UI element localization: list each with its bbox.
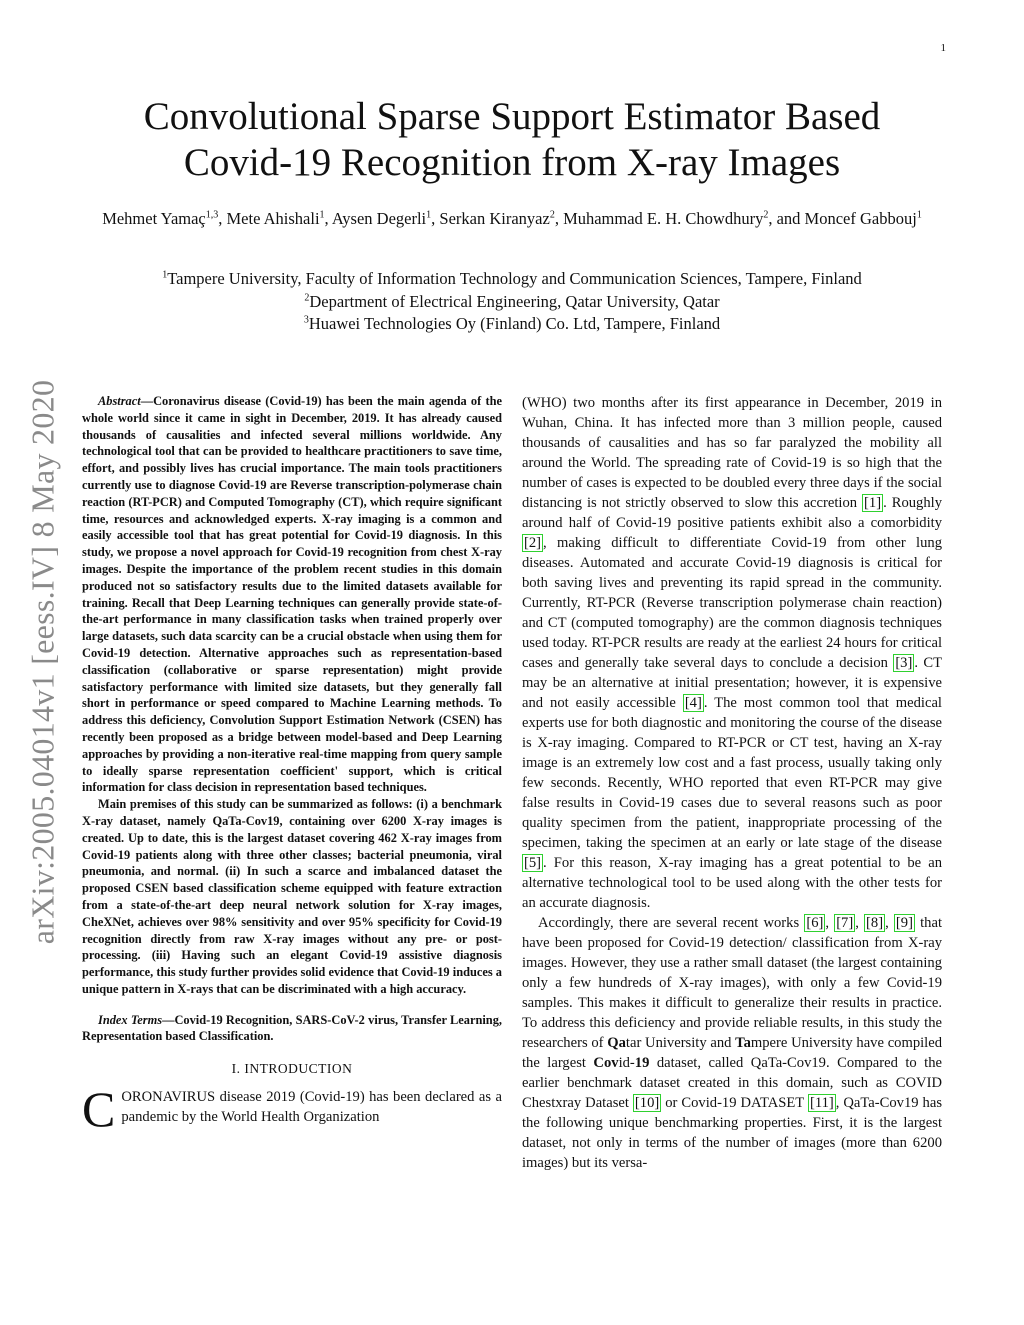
- body-text: Accordingly, there are several recent works: [538, 915, 805, 931]
- body-text: or Covid-19 DATASET: [661, 1095, 808, 1111]
- author-name: Mehmet Yamaç: [102, 209, 206, 228]
- author-name: , Muhammad E. H. Chowdhury: [554, 209, 764, 228]
- section-heading-introduction: I. INTRODUCTION: [231, 1061, 353, 1077]
- affiliation-mark: 1: [162, 269, 168, 281]
- body-text: , QaTa-Cov19 has the following unique benchmarking properties. First, it is the largest dataset, not only in terms of the number of images (more than 6200 images) but its versa-: [522, 1095, 942, 1171]
- intro-paragraph-2: [522, 913, 942, 1173]
- author-affil-mark: 1: [319, 209, 325, 221]
- abstract-text-1: —Coronavirus disease (Covid-19) has been the main agenda of the whole world since it came in sight in December, 2019. It has already caused thousands of causalities and infected several millions worldwide. Any technological tool that can be provided to healthcare practitioners to save time, effort, and possibly lives has crucial importance. The main tools practitioners currently use to diagnose Covid-19 are Reverse transcription-polymerase chain reaction (RT-PCR) and Computed Tomography (CT), which require significant time, resources and acknowledged experts. X-ray imaging is a common and easily accessible tool that has great potential for Covid-19 diagnosis. In this study, we propose a novel approach for Covid-19 recognition from chest X-ray images. Despite the importance of the problem recent studies in this domain produced not so satisfactory results due to the limited datasets available for training. Recall that Deep Learning techniques can generally provide state-of-the-art performance in many classification tasks when trained properly over large datasets, such data scarcity can be a crucial obstacle when using them for Covid-19 detection. Alternative approaches such as representation-based classification (collaborative or sparse representation) might provide satisfactory performance with limited size datasets, but they generally fall short in performance or speed compared to Machine Learning methods. To address this deficiency, Convolution Support Estimation Network (CSEN) has recently been proposed as a bridge between model-based and Deep Learning approaches by providing a non-iterative real-time mapping from query sample to ideally sparse representation coefficient' support, which is critical information for class decision in representation based techniques.: [82, 394, 502, 795]
- bold-text: Qa: [607, 1035, 626, 1051]
- author-affil-mark: 2: [763, 209, 769, 221]
- body-text: . Roughly around half of Covid-19 positive patients exhibit also a comorbidity: [522, 495, 942, 531]
- body-text: id-: [618, 1055, 635, 1071]
- left-column: [82, 393, 502, 1138]
- index-terms: [82, 1012, 502, 1046]
- bold-text: Ta: [735, 1035, 751, 1051]
- body-text: mpere University have compiled the largest: [522, 1035, 942, 1071]
- index-terms-text: —Covid-19 Recognition, SARS-CoV-2 virus, Transfer Learning, Representation based Classification.: [82, 1012, 502, 1044]
- body-text: ,: [885, 915, 894, 931]
- right-column: [522, 393, 942, 1173]
- page-number: 1: [940, 42, 946, 54]
- affiliation-mark: 3: [303, 314, 309, 326]
- abstract-paragraph-2: Main premises of this study can be summarized as follows: (i) a benchmark X-ray dataset, namely QaTa-Cov19, containing over 6200 X-ray images is created. Up to date, this is the largest dataset covering 462 X-ray images from Covid-19 patients along with three other classes; bacterial pneumonia, viral pneumonia, and normal. (ii) In such a scarce and imbalanced dataset the proposed CSEN based classification scheme equipped with feature extraction from a state-of-the-art deep neural network solution for X-ray images, CheXNet, achieves over 98% sensitivity and over 95% specificity for Covid-19 recognition directly from raw X-ray images without any pre- or post-processing. (iii) Having such an elegant Covid-19 assistive diagnosis performance, this study further provides solid evidence that Covid-19 induces a unique pattern in X-rays that can be discriminated with a high accuracy.: [82, 797, 502, 996]
- body-text: tar University and: [625, 1035, 736, 1051]
- affiliation-text: Department of Electrical Engineering, Qatar University, Qatar: [309, 291, 720, 311]
- body-text: , making difficult to differentiate Covid-19 from other lung diseases. Automated and accurate Covid-19 diagnosis is critical for both saving lives and preventing its rapid spread in the community. Currently, RT-PCR (Reverse transcription polymerase chain reaction) and CT (computed tomography) are the common diagnosis techniques used today. RT-PCR results are ready at the earliest 24 hours for critical cases and generally take several days to conclude a decision: [522, 535, 942, 671]
- body-text: that have been proposed for Covid-19 detection/ classification from X-ray images. However, they use a rather small dataset (the largest containing only a few hundreds of X-ray images), with only a few Covid-19 samples. This makes it difficult to generalize their results in practice. To address this deficiency and provide reliable results, in this study the researchers of: [522, 915, 942, 1051]
- abstract-label: Abstract: [98, 394, 141, 408]
- arxiv-stamp: arXiv:2005.04014v1 [eess.IV] 8 May 2020: [24, 379, 61, 945]
- body-text: ,: [855, 915, 865, 931]
- intro-text-left: ORONAVIRUS disease 2019 (Covid-19) has been declared as a pandemic by the World Health Organization: [121, 1089, 502, 1126]
- citation-link[interactable]: [4]: [684, 695, 702, 711]
- citation-link[interactable]: [11]: [809, 1095, 834, 1111]
- author-name: , Mete Ahishali: [218, 209, 320, 228]
- drop-cap: C: [82, 1081, 116, 1138]
- affiliation-line: [90, 313, 934, 336]
- intro-paragraph-start: [82, 1081, 502, 1138]
- citation-link[interactable]: [3]: [895, 655, 913, 671]
- body-text: . The most common tool that medical experts use for both diagnostic and monitoring the course of the disease is X-ray imaging. Compared to RT-PCR or CT test, having an X-ray image is an extremely low cost and a fast process, usually taking only few seconds. Recently, WHO reported that even RT-PCR may give false results in Covid-19 cases due to several reasons such as poor quality specimen from the patient, inappropriate processing of the specimen, taking the specimen at an early or late stage of the disease: [522, 695, 942, 851]
- citation-link[interactable]: [10]: [634, 1095, 660, 1111]
- citation-link[interactable]: [2]: [524, 535, 542, 551]
- citation-link[interactable]: [1]: [864, 495, 882, 511]
- abstract: [82, 393, 502, 998]
- body-text: (WHO) two months after its first appearance in December, 2019 in Wuhan, China. It has infected more than 3 million people, caused thousands of causalities and has so far paralyzed the mobility all around the World. The spreading rate of Covid-19 is so high that the number of cases is expected to be doubled every three days if the social distancing is not strictly observed to slow this accretion: [522, 395, 942, 511]
- citation-link[interactable]: [7]: [836, 915, 854, 931]
- affiliations: [90, 268, 934, 336]
- author-affil-mark: 1: [916, 209, 922, 221]
- affiliation-line: [90, 291, 934, 314]
- citation-link[interactable]: [6]: [806, 915, 824, 931]
- author-name: , Serkan Kiranyaz: [431, 209, 550, 228]
- affiliation-line: [90, 268, 934, 291]
- bold-text: 19: [634, 1055, 650, 1071]
- citation-link[interactable]: [5]: [524, 855, 542, 871]
- body-text: . CT may be an alternative at initial presentation; however, it is expensive and not easily accessible: [522, 655, 943, 711]
- author-name: , Aysen Degerli: [324, 209, 427, 228]
- title-line-2: Covid-19 Recognition from X-ray Images: [183, 141, 841, 184]
- body-text: ,: [825, 915, 835, 931]
- affiliation-text: Tampere University, Faculty of Information Technology and Communication Sciences, Tampere, Finland: [167, 269, 862, 288]
- intro-paragraph-continued: [522, 393, 942, 913]
- author-list: [90, 207, 934, 230]
- body-text: dataset, called QaTa-Cov19. Compared to the earlier benchmark dataset created in this domain, such as COVID Chestxray Dataset: [522, 1055, 943, 1111]
- author-name: , and Moncef Gabbouj: [768, 209, 917, 228]
- bold-text: Cov: [593, 1055, 619, 1071]
- author-affil-mark: 1: [426, 209, 432, 221]
- citation-link[interactable]: [9]: [895, 915, 913, 931]
- affiliation-text: Huawei Technologies Oy (Finland) Co. Ltd, Tampere, Finland: [308, 314, 721, 333]
- paper-title: [80, 94, 944, 186]
- affiliation-mark: 2: [304, 292, 310, 303]
- author-affil-mark: 2: [549, 209, 555, 221]
- citation-link[interactable]: [8]: [866, 915, 884, 931]
- index-terms-label: Index Terms: [98, 1012, 163, 1027]
- author-affil-mark: 1,3: [205, 209, 219, 221]
- abstract-paragraph-1: [82, 393, 502, 796]
- body-text: . For this reason, X-ray imaging has a great potential to be an alternative technological tool to be used along with the other tests for an accurate diagnosis.: [522, 855, 942, 911]
- title-line-1: Convolutional Sparse Support Estimator Based: [143, 95, 881, 138]
